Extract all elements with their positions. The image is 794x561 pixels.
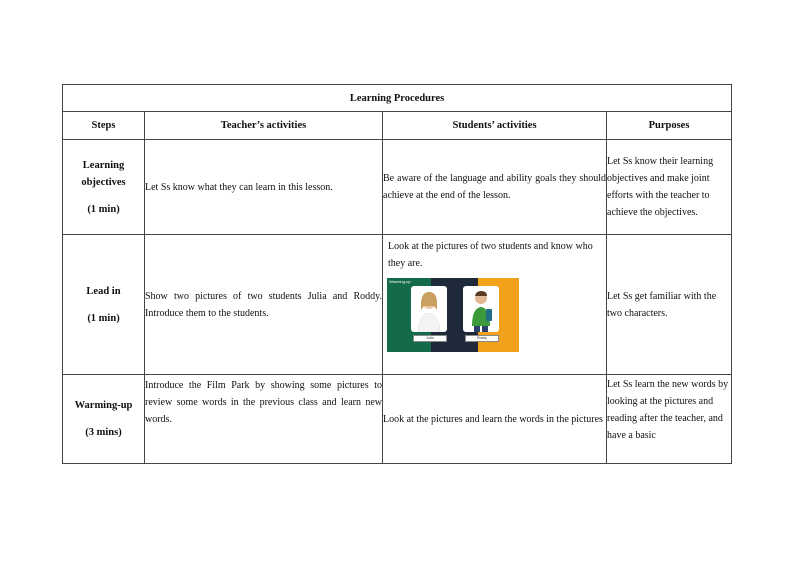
warming-up-slide-image — [387, 278, 519, 352]
girl-figure-icon — [411, 286, 447, 332]
teacher-activity: Let Ss know what they can learn in this lesson. — [145, 140, 383, 235]
table-row — [63, 375, 732, 464]
students-activity-cell — [383, 235, 607, 375]
slide-caption: Warming-up — [389, 279, 411, 284]
step-name: Warming-up — [74, 400, 133, 411]
roddy-photo — [463, 286, 499, 332]
purpose: Let Ss learn the new words by looking at the pictures and reading after the teacher, and have a basic — [607, 375, 732, 464]
header-teacher-activities: Teacher’s activities — [145, 112, 383, 140]
step-cell — [63, 375, 145, 464]
learning-procedures-table — [62, 84, 732, 464]
students-activity: Look at the pictures and learn the words in the pictures — [383, 375, 607, 464]
header-purposes: Purposes — [607, 112, 732, 140]
table-row — [63, 140, 732, 235]
boy-figure-icon — [463, 286, 499, 332]
step-duration: (3 mins) — [85, 427, 122, 438]
students-activity: Be aware of the language and ability goals they should achieve at the end of the lesson. — [383, 140, 607, 235]
julia-photo — [411, 286, 447, 332]
step-name: Lead in — [86, 285, 121, 297]
roddy-name-tag: Roddy — [465, 335, 499, 342]
teacher-activity: Show two pictures of two students Julia and Roddy. Introduce them to the students. — [145, 235, 383, 375]
step-name: Learning objectives — [81, 159, 126, 188]
teacher-activity: Introduce the Film Park by showing some pictures to review some words in the previous class and learn new words. — [145, 375, 383, 464]
step-cell — [63, 140, 145, 235]
purpose: Let Ss get familiar with the two characters. — [607, 235, 732, 375]
table-row — [63, 235, 732, 375]
students-activity: Look at the pictures of two students and know who they are. — [388, 241, 593, 269]
step-duration: (1 min) — [87, 203, 120, 215]
step-cell — [63, 235, 145, 375]
purpose: Let Ss know their learning objectives and make joint efforts with the teacher to achieve the objectives. — [607, 140, 732, 235]
header-students-activities: Students’ activities — [383, 112, 607, 140]
julia-name-tag: Julia — [413, 335, 447, 342]
header-steps: Steps — [63, 112, 145, 140]
step-duration: (1 min) — [87, 312, 120, 324]
table-title: Learning Procedures — [63, 85, 732, 112]
